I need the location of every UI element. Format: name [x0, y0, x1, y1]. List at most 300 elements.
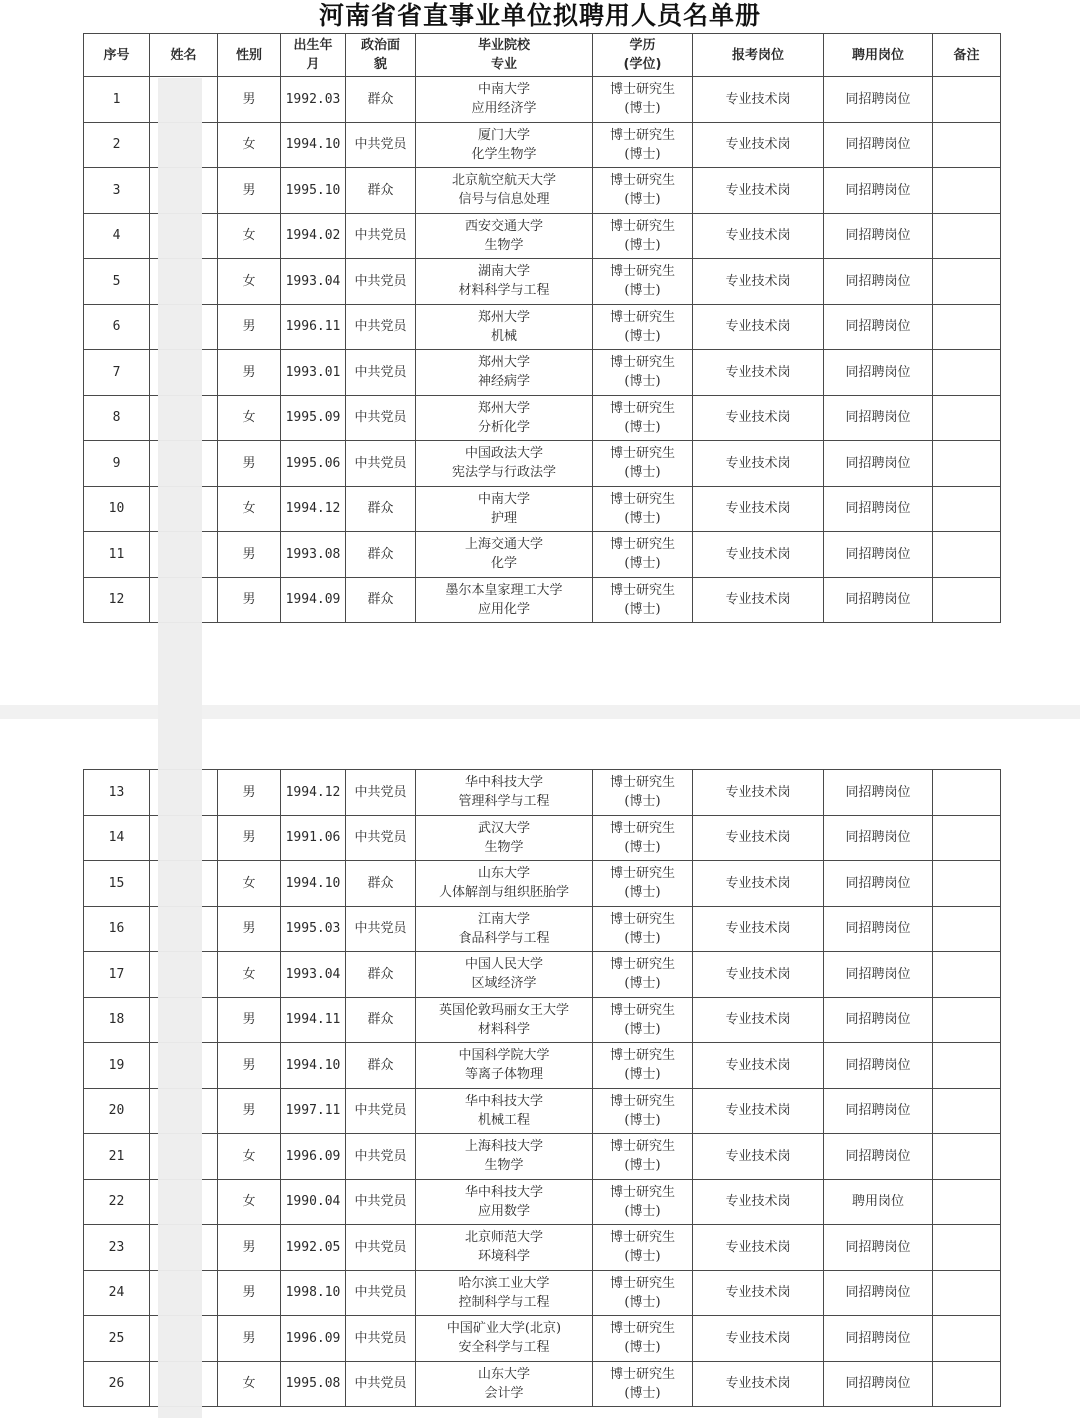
cell-gender: 男 [218, 1316, 281, 1362]
cell-degree [593, 168, 693, 214]
table-row [84, 77, 1001, 123]
header-birth-line2: 月 [306, 57, 320, 72]
cell-remark [933, 486, 1001, 532]
cell-birth: 1992.05 [281, 1225, 346, 1271]
table-row [84, 861, 1001, 907]
cell-hired-post: 同招聘岗位 [824, 1043, 933, 1089]
cell-political: 中共党员 [346, 1225, 416, 1271]
cell-degree [593, 213, 693, 259]
cell-school-major-line1: 武汉大学 [477, 820, 530, 836]
cell-school-major-line2: 生物学 [484, 1158, 524, 1174]
cell-remark [933, 213, 1001, 259]
cell-degree-line1: 博士研究生 [609, 1139, 675, 1155]
header-degree-line1: 学历 [629, 38, 656, 53]
header-hired-post: 聘用岗位 [824, 34, 933, 77]
cell-applied-post: 专业技术岗 [693, 486, 824, 532]
cell-school-major-line2: 管理科学与工程 [458, 794, 550, 810]
header-birth [281, 34, 346, 77]
cell-hired-post: 同招聘岗位 [824, 77, 933, 123]
cell-school-major [416, 1179, 593, 1225]
table-row [84, 441, 1001, 487]
cell-degree [593, 1088, 693, 1134]
cell-school-major-line2: 机械工程 [477, 1112, 530, 1128]
cell-remark [933, 1088, 1001, 1134]
header-school-line2: 专业 [490, 57, 517, 72]
cell-political: 中共党员 [346, 259, 416, 305]
cell-remark [933, 1134, 1001, 1180]
cell-hired-post: 同招聘岗位 [824, 532, 933, 578]
cell-school-major-line1: 江南大学 [477, 911, 530, 927]
cell-school-major-line1: 厦门大学 [477, 127, 530, 143]
cell-degree-line1: 博士研究生 [609, 537, 675, 553]
cell-applied-post: 专业技术岗 [693, 259, 824, 305]
cell-degree-line2: (博士) [624, 419, 661, 435]
cell-degree-line1: 博士研究生 [609, 264, 675, 280]
cell-degree-line2: (博士) [624, 510, 661, 526]
cell-applied-post: 专业技术岗 [693, 532, 824, 578]
cell-school-major-line1: 中国人民大学 [464, 957, 543, 973]
cell-applied-post: 专业技术岗 [693, 350, 824, 396]
cell-remark [933, 259, 1001, 305]
cell-applied-post: 专业技术岗 [693, 304, 824, 350]
cell-remark [933, 815, 1001, 861]
cell-political: 中共党员 [346, 1361, 416, 1407]
table-row [84, 168, 1001, 214]
cell-school-major-line1: 北京航空航天大学 [451, 173, 556, 189]
cell-applied-post: 专业技术岗 [693, 952, 824, 998]
cell-school-major-line2: 等离子体物理 [464, 1067, 543, 1083]
header-degree [593, 34, 693, 77]
table-row [84, 1361, 1001, 1407]
cell-degree-line2: (博士) [624, 465, 661, 481]
cell-school-major [416, 1316, 593, 1362]
table-row [84, 1316, 1001, 1362]
cell-political: 中共党员 [346, 906, 416, 952]
cell-birth: 1996.09 [281, 1316, 346, 1362]
cell-degree [593, 815, 693, 861]
cell-degree [593, 997, 693, 1043]
cell-birth: 1995.03 [281, 906, 346, 952]
cell-school-major-line2: 会计学 [484, 1385, 524, 1401]
cell-birth: 1993.04 [281, 259, 346, 305]
cell-degree-line1: 博士研究生 [609, 1002, 675, 1018]
cell-political: 群众 [346, 77, 416, 123]
cell-school-major [416, 486, 593, 532]
cell-hired-post: 同招聘岗位 [824, 486, 933, 532]
table-row [84, 815, 1001, 861]
table-body-part-1 [84, 77, 1001, 623]
cell-degree-line2: (博士) [624, 556, 661, 572]
cell-hired-post: 同招聘岗位 [824, 350, 933, 396]
cell-gender: 男 [218, 577, 281, 623]
table-row [84, 259, 1001, 305]
header-seq: 序号 [84, 34, 150, 77]
roster-table-part-1 [83, 33, 1001, 623]
cell-degree [593, 1043, 693, 1089]
cell-seq: 13 [84, 770, 150, 816]
cell-school-major [416, 1270, 593, 1316]
cell-applied-post: 专业技术岗 [693, 997, 824, 1043]
cell-birth: 1994.12 [281, 486, 346, 532]
cell-remark [933, 577, 1001, 623]
cell-birth: 1996.09 [281, 1134, 346, 1180]
cell-birth: 1993.04 [281, 952, 346, 998]
cell-applied-post: 专业技术岗 [693, 1134, 824, 1180]
cell-degree [593, 304, 693, 350]
cell-birth: 1995.06 [281, 441, 346, 487]
cell-hired-post: 同招聘岗位 [824, 815, 933, 861]
cell-applied-post: 专业技术岗 [693, 1316, 824, 1362]
cell-seq: 5 [84, 259, 150, 305]
table-row [84, 304, 1001, 350]
cell-seq: 25 [84, 1316, 150, 1362]
cell-gender: 女 [218, 395, 281, 441]
table-row [84, 395, 1001, 441]
cell-school-major [416, 350, 593, 396]
cell-political: 中共党员 [346, 122, 416, 168]
cell-degree [593, 441, 693, 487]
name-redaction-mask [158, 78, 202, 1418]
header-name: 姓名 [150, 34, 218, 77]
cell-degree [593, 770, 693, 816]
header-school-line1: 毕业院校 [477, 38, 530, 53]
cell-degree-line2: (博士) [624, 374, 661, 390]
cell-degree [593, 77, 693, 123]
cell-degree-line2: (博士) [624, 839, 661, 855]
cell-political: 中共党员 [346, 441, 416, 487]
cell-degree-line1: 博士研究生 [609, 820, 675, 836]
cell-gender: 女 [218, 952, 281, 998]
cell-hired-post: 同招聘岗位 [824, 122, 933, 168]
cell-degree [593, 486, 693, 532]
cell-school-major-line1: 上海科技大学 [464, 1139, 543, 1155]
cell-school-major [416, 213, 593, 259]
cell-school-major-line1: 墨尔本皇家理工大学 [445, 582, 563, 598]
cell-gender: 女 [218, 861, 281, 907]
cell-hired-post: 同招聘岗位 [824, 395, 933, 441]
cell-political: 中共党员 [346, 770, 416, 816]
header-degree-line2: (学位) [623, 57, 662, 72]
cell-school-major-line2: 应用化学 [477, 601, 530, 617]
cell-birth: 1997.11 [281, 1088, 346, 1134]
cell-political: 中共党员 [346, 1088, 416, 1134]
cell-school-major [416, 304, 593, 350]
cell-school-major-line2: 护理 [490, 510, 517, 526]
cell-degree-line2: (博士) [624, 930, 661, 946]
cell-school-major-line1: 哈尔滨工业大学 [458, 1275, 550, 1291]
cell-gender: 女 [218, 1179, 281, 1225]
cell-gender: 女 [218, 259, 281, 305]
cell-political: 中共党员 [346, 1134, 416, 1180]
cell-school-major-line2: 控制科学与工程 [458, 1294, 550, 1310]
cell-remark [933, 350, 1001, 396]
cell-gender: 女 [218, 213, 281, 259]
cell-remark [933, 861, 1001, 907]
cell-seq: 4 [84, 213, 150, 259]
cell-degree-line1: 博士研究生 [609, 957, 675, 973]
cell-political: 群众 [346, 952, 416, 998]
cell-seq: 14 [84, 815, 150, 861]
cell-political: 群众 [346, 997, 416, 1043]
cell-degree-line1: 博士研究生 [609, 1366, 675, 1382]
cell-school-major-line1: 北京师范大学 [464, 1230, 543, 1246]
cell-school-major [416, 395, 593, 441]
cell-school-major [416, 1225, 593, 1271]
cell-birth: 1993.01 [281, 350, 346, 396]
cell-school-major [416, 1361, 593, 1407]
cell-school-major-line1: 华中科技大学 [464, 1093, 543, 1109]
cell-hired-post: 同招聘岗位 [824, 304, 933, 350]
cell-political: 群众 [346, 577, 416, 623]
cell-degree-line2: (博士) [624, 1249, 661, 1265]
cell-school-major-line2: 信号与信息处理 [458, 192, 550, 208]
cell-birth: 1994.10 [281, 861, 346, 907]
cell-degree-line1: 博士研究生 [609, 775, 675, 791]
cell-school-major-line1: 英国伦敦玛丽女王大学 [438, 1002, 569, 1018]
cell-hired-post: 同招聘岗位 [824, 259, 933, 305]
table-row [84, 997, 1001, 1043]
cell-applied-post: 专业技术岗 [693, 770, 824, 816]
cell-applied-post: 专业技术岗 [693, 441, 824, 487]
cell-remark [933, 441, 1001, 487]
cell-remark [933, 997, 1001, 1043]
cell-school-major [416, 1043, 593, 1089]
cell-remark [933, 532, 1001, 578]
cell-degree-line1: 博士研究生 [609, 911, 675, 927]
cell-school-major-line1: 郑州大学 [477, 309, 530, 325]
cell-degree [593, 577, 693, 623]
table-row [84, 952, 1001, 998]
cell-school-major-line2: 材料科学与工程 [458, 283, 550, 299]
cell-school-major-line2: 化学 [490, 556, 517, 572]
cell-degree-line1: 博士研究生 [609, 1275, 675, 1291]
cell-degree [593, 1270, 693, 1316]
cell-degree-line1: 博士研究生 [609, 491, 675, 507]
cell-degree [593, 952, 693, 998]
cell-gender: 女 [218, 486, 281, 532]
cell-remark [933, 952, 1001, 998]
cell-school-major-line1: 西安交通大学 [464, 218, 543, 234]
cell-birth: 1995.09 [281, 395, 346, 441]
cell-degree [593, 395, 693, 441]
cell-birth: 1996.11 [281, 304, 346, 350]
cell-remark [933, 168, 1001, 214]
cell-birth: 1995.10 [281, 168, 346, 214]
cell-applied-post: 专业技术岗 [693, 122, 824, 168]
cell-hired-post: 同招聘岗位 [824, 997, 933, 1043]
cell-hired-post: 同招聘岗位 [824, 213, 933, 259]
cell-seq: 17 [84, 952, 150, 998]
cell-school-major-line2: 生物学 [484, 839, 524, 855]
cell-school-major-line2: 人体解剖与组织胚胎学 [438, 885, 569, 901]
header-remarks: 备注 [933, 34, 1001, 77]
cell-seq: 11 [84, 532, 150, 578]
cell-seq: 15 [84, 861, 150, 907]
cell-degree-line1: 博士研究生 [609, 1230, 675, 1246]
cell-degree-line1: 博士研究生 [609, 446, 675, 462]
cell-gender: 男 [218, 906, 281, 952]
cell-degree [593, 1134, 693, 1180]
cell-political: 群众 [346, 168, 416, 214]
cell-remark [933, 1179, 1001, 1225]
cell-seq: 18 [84, 997, 150, 1043]
cell-school-major [416, 1088, 593, 1134]
cell-applied-post: 专业技术岗 [693, 1225, 824, 1271]
page-title: 河南省省直事业单位拟聘用人员名单册 [318, 1, 761, 30]
cell-school-major [416, 122, 593, 168]
cell-school-major-line1: 上海交通大学 [464, 537, 543, 553]
cell-gender: 男 [218, 770, 281, 816]
cell-school-major-line1: 中南大学 [477, 491, 530, 507]
cell-hired-post: 同招聘岗位 [824, 1088, 933, 1134]
cell-gender: 男 [218, 997, 281, 1043]
cell-degree-line1: 博士研究生 [609, 1048, 675, 1064]
cell-hired-post: 同招聘岗位 [824, 1361, 933, 1407]
cell-school-major-line2: 材料科学 [477, 1021, 530, 1037]
cell-degree-line2: (博士) [624, 1021, 661, 1037]
cell-gender: 男 [218, 1270, 281, 1316]
cell-remark [933, 906, 1001, 952]
cell-hired-post: 同招聘岗位 [824, 577, 933, 623]
cell-remark [933, 1270, 1001, 1316]
cell-degree-line1: 博士研究生 [609, 866, 675, 882]
cell-applied-post: 专业技术岗 [693, 815, 824, 861]
table-row [84, 1225, 1001, 1271]
cell-seq: 10 [84, 486, 150, 532]
table-row [84, 1179, 1001, 1225]
cell-degree-line2: (博士) [624, 237, 661, 253]
cell-seq: 9 [84, 441, 150, 487]
cell-hired-post: 同招聘岗位 [824, 1225, 933, 1271]
cell-degree-line2: (博士) [624, 101, 661, 117]
cell-birth: 1994.12 [281, 770, 346, 816]
cell-seq: 16 [84, 906, 150, 952]
table-row [84, 906, 1001, 952]
cell-degree [593, 350, 693, 396]
header-applied-post: 报考岗位 [693, 34, 824, 77]
cell-school-major [416, 577, 593, 623]
cell-remark [933, 1225, 1001, 1271]
cell-degree [593, 1316, 693, 1362]
header-row [84, 34, 1001, 77]
cell-school-major-line2: 分析化学 [477, 419, 530, 435]
cell-birth: 1994.10 [281, 122, 346, 168]
cell-seq: 1 [84, 77, 150, 123]
cell-degree [593, 1361, 693, 1407]
table-body-part-2 [84, 770, 1001, 1407]
table-row [84, 1043, 1001, 1089]
table-row [84, 770, 1001, 816]
cell-seq: 24 [84, 1270, 150, 1316]
cell-hired-post: 同招聘岗位 [824, 1270, 933, 1316]
cell-applied-post: 专业技术岗 [693, 213, 824, 259]
cell-degree [593, 1225, 693, 1271]
cell-applied-post: 专业技术岗 [693, 395, 824, 441]
cell-gender: 男 [218, 304, 281, 350]
cell-applied-post: 专业技术岗 [693, 1179, 824, 1225]
cell-hired-post: 同招聘岗位 [824, 952, 933, 998]
cell-school-major-line2: 环境科学 [477, 1249, 530, 1265]
cell-remark [933, 395, 1001, 441]
cell-school-major-line2: 神经病学 [477, 374, 530, 390]
cell-degree-line2: (博士) [624, 328, 661, 344]
cell-degree-line1: 博士研究生 [609, 400, 675, 416]
cell-hired-post: 同招聘岗位 [824, 906, 933, 952]
cell-degree-line1: 博士研究生 [609, 127, 675, 143]
cell-applied-post: 专业技术岗 [693, 577, 824, 623]
table-row [84, 1134, 1001, 1180]
cell-degree-line1: 博士研究生 [609, 218, 675, 234]
cell-hired-post: 同招聘岗位 [824, 770, 933, 816]
cell-degree-line1: 博士研究生 [609, 1321, 675, 1337]
cell-school-major-line2: 生物学 [484, 237, 524, 253]
cell-school-major [416, 997, 593, 1043]
cell-applied-post: 专业技术岗 [693, 1361, 824, 1407]
cell-hired-post: 同招聘岗位 [824, 1134, 933, 1180]
cell-gender: 男 [218, 532, 281, 578]
cell-school-major-line1: 中国矿业大学(北京) [446, 1321, 562, 1337]
cell-hired-post: 同招聘岗位 [824, 168, 933, 214]
cell-seq: 23 [84, 1225, 150, 1271]
cell-school-major [416, 77, 593, 123]
cell-remark [933, 1361, 1001, 1407]
cell-political: 中共党员 [346, 213, 416, 259]
cell-remark [933, 304, 1001, 350]
cell-political: 中共党员 [346, 350, 416, 396]
table-row [84, 577, 1001, 623]
cell-degree-line2: (博士) [624, 601, 661, 617]
table-row [84, 350, 1001, 396]
cell-political: 中共党员 [346, 1316, 416, 1362]
cell-applied-post: 专业技术岗 [693, 906, 824, 952]
cell-applied-post: 专业技术岗 [693, 77, 824, 123]
cell-school-major [416, 168, 593, 214]
cell-birth: 1994.10 [281, 1043, 346, 1089]
cell-school-major-line1: 郑州大学 [477, 400, 530, 416]
cell-remark [933, 122, 1001, 168]
cell-school-major [416, 770, 593, 816]
cell-school-major-line1: 山东大学 [477, 866, 530, 882]
cell-school-major-line1: 中国政法大学 [464, 446, 543, 462]
cell-school-major-line2: 区域经济学 [471, 976, 537, 992]
cell-school-major [416, 1134, 593, 1180]
cell-school-major-line1: 中国科学院大学 [458, 1048, 550, 1064]
cell-degree-line2: (博士) [624, 1067, 661, 1083]
cell-birth: 1993.08 [281, 532, 346, 578]
cell-birth: 1994.11 [281, 997, 346, 1043]
cell-degree-line1: 博士研究生 [609, 309, 675, 325]
roster-table-part-2 [83, 769, 1001, 1407]
cell-political: 群众 [346, 532, 416, 578]
cell-school-major [416, 441, 593, 487]
cell-seq: 21 [84, 1134, 150, 1180]
cell-degree [593, 861, 693, 907]
cell-school-major [416, 259, 593, 305]
cell-degree-line2: (博士) [624, 794, 661, 810]
cell-gender: 男 [218, 350, 281, 396]
cell-seq: 7 [84, 350, 150, 396]
cell-gender: 男 [218, 815, 281, 861]
cell-birth: 1995.08 [281, 1361, 346, 1407]
cell-school-major-line1: 山东大学 [477, 1366, 530, 1382]
cell-degree-line2: (博士) [624, 1385, 661, 1401]
header-political-line2: 貌 [373, 57, 387, 72]
cell-school-major-line2: 食品科学与工程 [458, 930, 550, 946]
cell-degree-line2: (博士) [624, 885, 661, 901]
cell-degree [593, 906, 693, 952]
cell-degree [593, 259, 693, 305]
cell-seq: 22 [84, 1179, 150, 1225]
